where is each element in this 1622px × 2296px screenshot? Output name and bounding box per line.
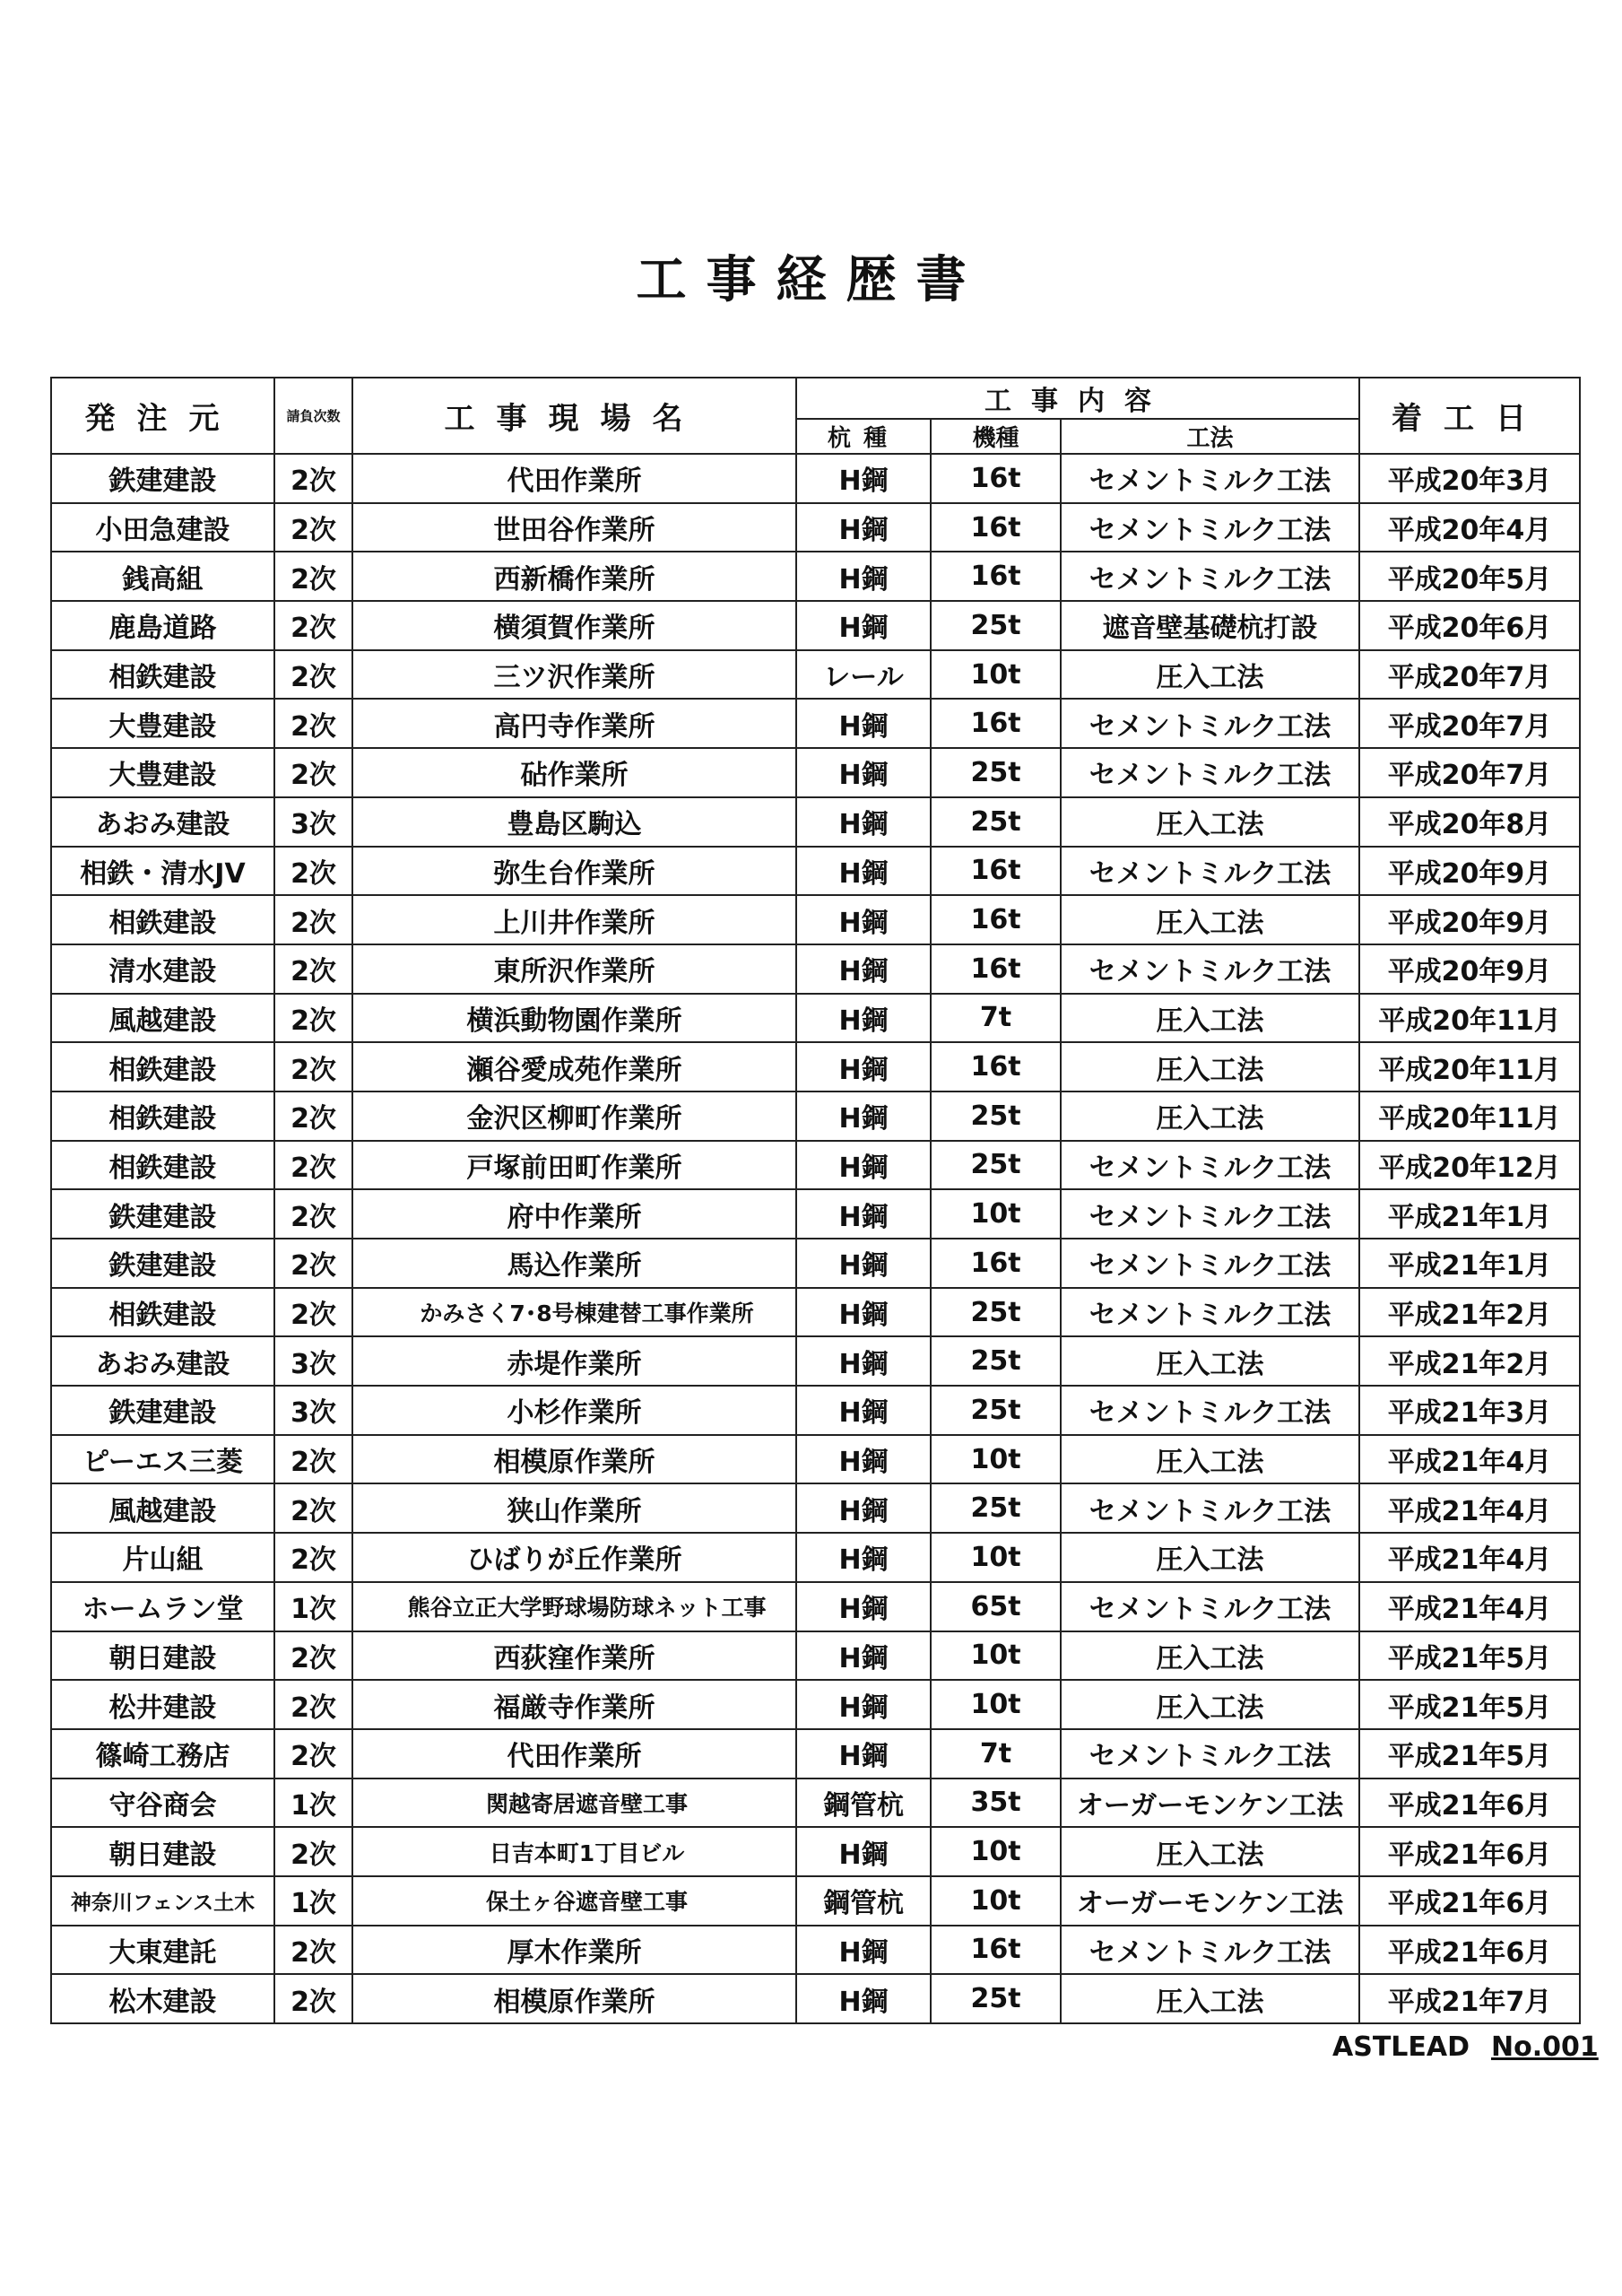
cell-client: 鉄建建設 xyxy=(51,1189,274,1239)
cell-start: 平成20年11月 xyxy=(1359,994,1580,1043)
table-row xyxy=(51,797,1580,847)
cell-pile: H鋼 xyxy=(796,1189,931,1239)
table-row xyxy=(51,650,1580,700)
cell-machine: 16t xyxy=(931,1926,1061,1975)
cell-client: あおみ建設 xyxy=(51,1336,274,1386)
cell-method: 圧入工法 xyxy=(1061,650,1359,700)
cell-machine: 10t xyxy=(931,1189,1061,1239)
cell-site: 東所沢作業所 xyxy=(352,944,796,994)
table-row xyxy=(51,1680,1580,1729)
cell-site: 小杉作業所 xyxy=(352,1386,796,1435)
cell-site: ひばりが丘作業所 xyxy=(352,1533,796,1582)
cell-site: 戸塚前田町作業所 xyxy=(352,1141,796,1190)
cell-site: 馬込作業所 xyxy=(352,1239,796,1288)
cell-tier: 2次 xyxy=(274,748,352,797)
cell-start: 平成21年1月 xyxy=(1359,1189,1580,1239)
cell-client: 大豊建設 xyxy=(51,748,274,797)
cell-client: 鹿島道路 xyxy=(51,601,274,650)
cell-site: 熊谷立正大学野球場防球ネット工事 xyxy=(352,1582,796,1631)
footer-number: No.001 xyxy=(1491,2031,1599,2063)
cell-machine: 10t xyxy=(931,1631,1061,1681)
cell-machine: 10t xyxy=(931,650,1061,700)
cell-start: 平成20年7月 xyxy=(1359,748,1580,797)
cell-machine: 16t xyxy=(931,503,1061,552)
cell-tier: 2次 xyxy=(274,1680,352,1729)
cell-site: 高円寺作業所 xyxy=(352,699,796,748)
cell-machine: 10t xyxy=(931,1533,1061,1582)
cell-client: 風越建設 xyxy=(51,1483,274,1533)
cell-start: 平成20年9月 xyxy=(1359,944,1580,994)
cell-pile: H鋼 xyxy=(796,748,931,797)
cell-start: 平成20年12月 xyxy=(1359,1141,1580,1190)
cell-pile: H鋼 xyxy=(796,944,931,994)
cell-site: 世田谷作業所 xyxy=(352,503,796,552)
cell-client: あおみ建設 xyxy=(51,797,274,847)
cell-site: 赤堤作業所 xyxy=(352,1336,796,1386)
cell-client: 小田急建設 xyxy=(51,503,274,552)
cell-method: セメントミルク工法 xyxy=(1061,944,1359,994)
table-row xyxy=(51,1141,1580,1190)
table-row xyxy=(51,1288,1580,1337)
cell-tier: 2次 xyxy=(274,1533,352,1582)
cell-site: 金沢区柳町作業所 xyxy=(352,1091,796,1141)
cell-pile: H鋼 xyxy=(796,1533,931,1582)
cell-tier: 1次 xyxy=(274,1779,352,1828)
cell-method: 遮音壁基礎杭打設 xyxy=(1061,601,1359,650)
table-row xyxy=(51,699,1580,748)
cell-tier: 2次 xyxy=(274,1483,352,1533)
cell-site: 三ツ沢作業所 xyxy=(352,650,796,700)
cell-tier: 2次 xyxy=(274,1631,352,1681)
cell-method: 圧入工法 xyxy=(1061,994,1359,1043)
cell-client: 相鉄建設 xyxy=(51,1141,274,1190)
cell-machine: 10t xyxy=(931,1680,1061,1729)
cell-pile: H鋼 xyxy=(796,1680,931,1729)
cell-client: 鉄建建設 xyxy=(51,1239,274,1288)
cell-client: 清水建設 xyxy=(51,944,274,994)
cell-pile: H鋼 xyxy=(796,1926,931,1975)
cell-machine: 10t xyxy=(931,1827,1061,1876)
cell-machine: 25t xyxy=(931,1141,1061,1190)
cell-start: 平成20年9月 xyxy=(1359,895,1580,944)
cell-client: 相鉄建設 xyxy=(51,1042,274,1091)
footer-company: ASTLEAD xyxy=(1332,2031,1470,2063)
cell-machine: 25t xyxy=(931,1336,1061,1386)
cell-tier: 1次 xyxy=(274,1876,352,1926)
cell-site: 弥生台作業所 xyxy=(352,847,796,896)
cell-method: オーガーモンケン工法 xyxy=(1061,1779,1359,1828)
cell-pile: H鋼 xyxy=(796,1091,931,1141)
cell-pile: H鋼 xyxy=(796,1582,931,1631)
cell-machine: 25t xyxy=(931,797,1061,847)
table-row xyxy=(51,1239,1580,1288)
cell-machine: 16t xyxy=(931,454,1061,503)
cell-method: セメントミルク工法 xyxy=(1061,1386,1359,1435)
cell-machine: 25t xyxy=(931,1288,1061,1337)
cell-site: 福厳寺作業所 xyxy=(352,1680,796,1729)
cell-pile: H鋼 xyxy=(796,1729,931,1779)
cell-client: 相鉄建設 xyxy=(51,1288,274,1337)
cell-tier: 2次 xyxy=(274,1288,352,1337)
table-row xyxy=(51,1042,1580,1091)
cell-method: 圧入工法 xyxy=(1061,1435,1359,1484)
cell-pile: H鋼 xyxy=(796,699,931,748)
cell-client: 大豊建設 xyxy=(51,699,274,748)
cell-tier: 2次 xyxy=(274,1827,352,1876)
cell-tier: 2次 xyxy=(274,503,352,552)
cell-start: 平成21年2月 xyxy=(1359,1336,1580,1386)
cell-client: 片山組 xyxy=(51,1533,274,1582)
cell-machine: 65t xyxy=(931,1582,1061,1631)
cell-method: セメントミルク工法 xyxy=(1061,748,1359,797)
cell-client: 朝日建設 xyxy=(51,1631,274,1681)
cell-pile: H鋼 xyxy=(796,1631,931,1681)
cell-start: 平成20年3月 xyxy=(1359,454,1580,503)
cell-start: 平成20年5月 xyxy=(1359,552,1580,601)
cell-machine: 16t xyxy=(931,552,1061,601)
cell-pile: H鋼 xyxy=(796,895,931,944)
cell-machine: 16t xyxy=(931,1042,1061,1091)
cell-tier: 2次 xyxy=(274,1926,352,1975)
cell-start: 平成20年11月 xyxy=(1359,1091,1580,1141)
cell-tier: 2次 xyxy=(274,1435,352,1484)
cell-client: 朝日建設 xyxy=(51,1827,274,1876)
cell-pile: H鋼 xyxy=(796,1288,931,1337)
cell-method: 圧入工法 xyxy=(1061,895,1359,944)
cell-start: 平成21年5月 xyxy=(1359,1680,1580,1729)
cell-pile: H鋼 xyxy=(796,1042,931,1091)
table-row xyxy=(51,1386,1580,1435)
cell-method: セメントミルク工法 xyxy=(1061,1483,1359,1533)
cell-site: 保土ヶ谷遮音壁工事 xyxy=(352,1876,796,1926)
table-row xyxy=(51,503,1580,552)
cell-start: 平成21年7月 xyxy=(1359,1974,1580,2023)
cell-start: 平成21年1月 xyxy=(1359,1239,1580,1288)
cell-method: セメントミルク工法 xyxy=(1061,552,1359,601)
cell-machine: 16t xyxy=(931,847,1061,896)
cell-client: ピーエス三菱 xyxy=(51,1435,274,1484)
cell-method: セメントミルク工法 xyxy=(1061,1926,1359,1975)
cell-site: 関越寄居遮音壁工事 xyxy=(352,1779,796,1828)
cell-machine: 25t xyxy=(931,1483,1061,1533)
table-row xyxy=(51,944,1580,994)
table-row xyxy=(51,748,1580,797)
cell-site: 砧作業所 xyxy=(352,748,796,797)
cell-pile: 鋼管杭 xyxy=(796,1876,931,1926)
cell-pile: H鋼 xyxy=(796,454,931,503)
table-row xyxy=(51,1631,1580,1681)
table-row xyxy=(51,1827,1580,1876)
cell-tier: 2次 xyxy=(274,847,352,896)
cell-tier: 2次 xyxy=(274,895,352,944)
cell-client: 大東建託 xyxy=(51,1926,274,1975)
cell-method: 圧入工法 xyxy=(1061,797,1359,847)
cell-start: 平成20年6月 xyxy=(1359,601,1580,650)
cell-pile: H鋼 xyxy=(796,552,931,601)
cell-method: セメントミルク工法 xyxy=(1061,1288,1359,1337)
header-machine: 機種 xyxy=(931,419,1061,454)
cell-pile: レール xyxy=(796,650,931,700)
cell-tier: 2次 xyxy=(274,1239,352,1288)
table-row xyxy=(51,552,1580,601)
cell-method: セメントミルク工法 xyxy=(1061,503,1359,552)
cell-start: 平成21年2月 xyxy=(1359,1288,1580,1337)
table-row xyxy=(51,1435,1580,1484)
table-row xyxy=(51,895,1580,944)
cell-start: 平成21年6月 xyxy=(1359,1779,1580,1828)
cell-site: 代田作業所 xyxy=(352,1729,796,1779)
header-site: 工事現場名 xyxy=(352,378,796,454)
cell-method: セメントミルク工法 xyxy=(1061,1141,1359,1190)
cell-start: 平成21年6月 xyxy=(1359,1827,1580,1876)
table-row xyxy=(51,1779,1580,1828)
cell-tier: 2次 xyxy=(274,1141,352,1190)
header-method: 工法 xyxy=(1061,419,1359,454)
header-start: 着工日 xyxy=(1359,378,1580,454)
cell-tier: 3次 xyxy=(274,1386,352,1435)
table-row xyxy=(51,847,1580,896)
cell-site: 厚木作業所 xyxy=(352,1926,796,1975)
cell-method: 圧入工法 xyxy=(1061,1827,1359,1876)
cell-method: 圧入工法 xyxy=(1061,1336,1359,1386)
cell-method: 圧入工法 xyxy=(1061,1042,1359,1091)
cell-method: セメントミルク工法 xyxy=(1061,1189,1359,1239)
cell-site: 相模原作業所 xyxy=(352,1435,796,1484)
cell-method: オーガーモンケン工法 xyxy=(1061,1876,1359,1926)
cell-start: 平成20年4月 xyxy=(1359,503,1580,552)
construction-history-table xyxy=(50,377,1581,2024)
cell-tier: 2次 xyxy=(274,552,352,601)
cell-tier: 1次 xyxy=(274,1582,352,1631)
cell-site: 横須賀作業所 xyxy=(352,601,796,650)
cell-machine: 25t xyxy=(931,1091,1061,1141)
cell-start: 平成20年8月 xyxy=(1359,797,1580,847)
cell-tier: 2次 xyxy=(274,1974,352,2023)
cell-machine: 25t xyxy=(931,1974,1061,2023)
cell-method: セメントミルク工法 xyxy=(1061,847,1359,896)
cell-method: 圧入工法 xyxy=(1061,1974,1359,2023)
cell-client: 篠崎工務店 xyxy=(51,1729,274,1779)
cell-start: 平成21年6月 xyxy=(1359,1876,1580,1926)
cell-site: 横浜動物園作業所 xyxy=(352,994,796,1043)
cell-machine: 16t xyxy=(931,1239,1061,1288)
cell-tier: 2次 xyxy=(274,454,352,503)
cell-client: ホームラン堂 xyxy=(51,1582,274,1631)
cell-tier: 2次 xyxy=(274,650,352,700)
cell-site: 府中作業所 xyxy=(352,1189,796,1239)
cell-start: 平成21年5月 xyxy=(1359,1631,1580,1681)
cell-client: 相鉄建設 xyxy=(51,1091,274,1141)
cell-machine: 7t xyxy=(931,994,1061,1043)
cell-method: セメントミルク工法 xyxy=(1061,1239,1359,1288)
cell-machine: 10t xyxy=(931,1876,1061,1926)
cell-site: 相模原作業所 xyxy=(352,1974,796,2023)
cell-start: 平成21年4月 xyxy=(1359,1582,1580,1631)
cell-start: 平成21年4月 xyxy=(1359,1435,1580,1484)
cell-machine: 35t xyxy=(931,1779,1061,1828)
cell-machine: 25t xyxy=(931,748,1061,797)
cell-pile: H鋼 xyxy=(796,601,931,650)
cell-client: 相鉄・清水JV xyxy=(51,847,274,896)
cell-method: 圧入工法 xyxy=(1061,1631,1359,1681)
cell-start: 平成20年7月 xyxy=(1359,699,1580,748)
cell-machine: 16t xyxy=(931,699,1061,748)
cell-client: 神奈川フェンス土木 xyxy=(51,1876,274,1926)
cell-machine: 16t xyxy=(931,944,1061,994)
cell-method: セメントミルク工法 xyxy=(1061,1729,1359,1779)
cell-client: 鉄建建設 xyxy=(51,454,274,503)
table-row xyxy=(51,454,1580,503)
cell-start: 平成20年9月 xyxy=(1359,847,1580,896)
cell-client: 風越建設 xyxy=(51,994,274,1043)
cell-machine: 25t xyxy=(931,601,1061,650)
cell-site: 上川井作業所 xyxy=(352,895,796,944)
table-row xyxy=(51,1974,1580,2023)
cell-client: 相鉄建設 xyxy=(51,895,274,944)
cell-machine: 25t xyxy=(931,1386,1061,1435)
table-row xyxy=(51,1189,1580,1239)
cell-tier: 2次 xyxy=(274,699,352,748)
cell-start: 平成20年11月 xyxy=(1359,1042,1580,1091)
table-row xyxy=(51,1876,1580,1926)
table-row xyxy=(51,1483,1580,1533)
cell-start: 平成21年4月 xyxy=(1359,1533,1580,1582)
cell-client: 相鉄建設 xyxy=(51,650,274,700)
cell-method: セメントミルク工法 xyxy=(1061,1582,1359,1631)
cell-pile: H鋼 xyxy=(796,1336,931,1386)
cell-pile: H鋼 xyxy=(796,1386,931,1435)
cell-client: 銭高組 xyxy=(51,552,274,601)
table-header xyxy=(51,378,1580,454)
cell-site: 日吉本町1丁目ビル xyxy=(352,1827,796,1876)
document-title: 工事経歴書 xyxy=(636,251,986,309)
cell-tier: 3次 xyxy=(274,1336,352,1386)
cell-pile: H鋼 xyxy=(796,797,931,847)
cell-pile: H鋼 xyxy=(796,1239,931,1288)
cell-client: 守谷商会 xyxy=(51,1779,274,1828)
cell-tier: 2次 xyxy=(274,601,352,650)
cell-tier: 2次 xyxy=(274,944,352,994)
cell-method: 圧入工法 xyxy=(1061,1680,1359,1729)
table-row xyxy=(51,1926,1580,1975)
cell-tier: 2次 xyxy=(274,1729,352,1779)
cell-site: 瀬谷愛成苑作業所 xyxy=(352,1042,796,1091)
cell-site: 代田作業所 xyxy=(352,454,796,503)
cell-pile: H鋼 xyxy=(796,1141,931,1190)
table-row xyxy=(51,1091,1580,1141)
cell-site: かみさく7･8号棟建替工事作業所 xyxy=(352,1288,796,1337)
table-row xyxy=(51,994,1580,1043)
table-body xyxy=(51,454,1580,2023)
cell-start: 平成21年5月 xyxy=(1359,1729,1580,1779)
table-row xyxy=(51,601,1580,650)
cell-method: セメントミルク工法 xyxy=(1061,454,1359,503)
cell-tier: 2次 xyxy=(274,1091,352,1141)
cell-pile: H鋼 xyxy=(796,1974,931,2023)
cell-method: セメントミルク工法 xyxy=(1061,699,1359,748)
cell-client: 鉄建建設 xyxy=(51,1386,274,1435)
cell-machine: 10t xyxy=(931,1435,1061,1484)
header-pile: 杭種 xyxy=(796,419,931,454)
cell-pile: H鋼 xyxy=(796,1483,931,1533)
table-row xyxy=(51,1582,1580,1631)
cell-client: 松木建設 xyxy=(51,1974,274,2023)
cell-site: 豊島区駒込 xyxy=(352,797,796,847)
header-content: 工事内容 xyxy=(796,378,1359,419)
cell-method: 圧入工法 xyxy=(1061,1091,1359,1141)
cell-tier: 2次 xyxy=(274,1189,352,1239)
cell-pile: H鋼 xyxy=(796,503,931,552)
cell-pile: H鋼 xyxy=(796,1435,931,1484)
cell-site: 西荻窪作業所 xyxy=(352,1631,796,1681)
cell-start: 平成21年6月 xyxy=(1359,1926,1580,1975)
cell-start: 平成21年4月 xyxy=(1359,1483,1580,1533)
header-tier: 請負次数 xyxy=(274,378,352,454)
cell-pile: 鋼管杭 xyxy=(796,1779,931,1828)
cell-method: 圧入工法 xyxy=(1061,1533,1359,1582)
cell-tier: 3次 xyxy=(274,797,352,847)
header-client: 発注元 xyxy=(51,378,274,454)
table-row xyxy=(51,1729,1580,1779)
cell-site: 西新橋作業所 xyxy=(352,552,796,601)
cell-pile: H鋼 xyxy=(796,994,931,1043)
cell-tier: 2次 xyxy=(274,1042,352,1091)
cell-machine: 7t xyxy=(931,1729,1061,1779)
cell-site: 狭山作業所 xyxy=(352,1483,796,1533)
cell-pile: H鋼 xyxy=(796,1827,931,1876)
cell-tier: 2次 xyxy=(274,994,352,1043)
cell-machine: 16t xyxy=(931,895,1061,944)
table-row xyxy=(51,1533,1580,1582)
cell-pile: H鋼 xyxy=(796,847,931,896)
cell-client: 松井建設 xyxy=(51,1680,274,1729)
cell-start: 平成20年7月 xyxy=(1359,650,1580,700)
cell-start: 平成21年3月 xyxy=(1359,1386,1580,1435)
table-row xyxy=(51,1336,1580,1386)
